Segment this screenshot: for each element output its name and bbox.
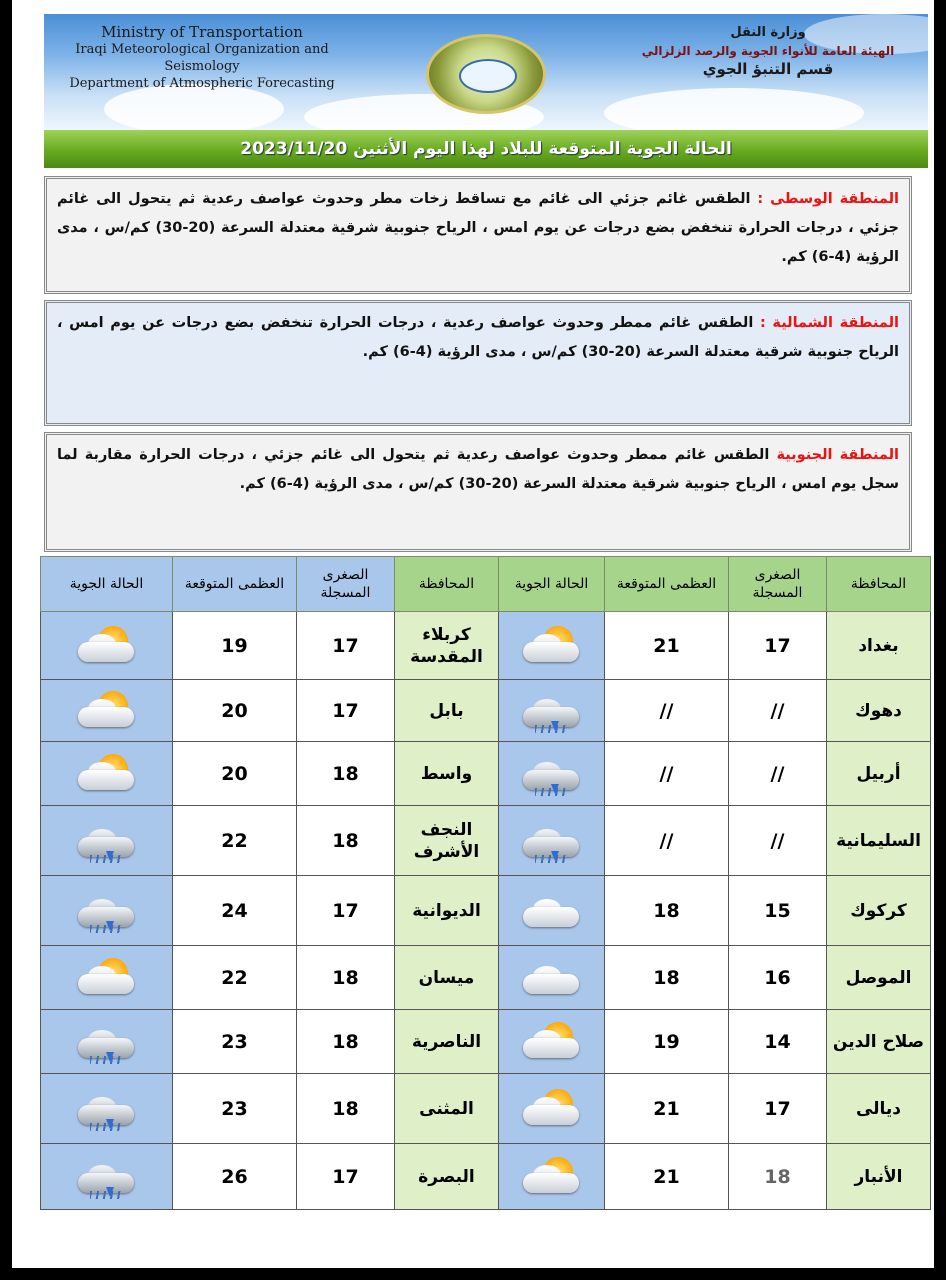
max-temp-cell: 21 bbox=[605, 1144, 729, 1210]
region-north bbox=[44, 300, 912, 426]
forecast-page bbox=[12, 0, 934, 1268]
thunderstorm-icon bbox=[72, 1155, 142, 1199]
min-temp-cell: 16 bbox=[729, 946, 827, 1010]
max-temp-cell: 21 bbox=[605, 612, 729, 680]
min-temp-cell: 17 bbox=[297, 1144, 395, 1210]
max-temp-cell: // bbox=[605, 680, 729, 742]
governorate-cell: الأنبار bbox=[827, 1144, 931, 1210]
governorate-cell: صلاح الدين bbox=[827, 1010, 931, 1074]
condition-cell bbox=[499, 1144, 605, 1210]
partly-cloudy-sun-icon bbox=[72, 624, 142, 668]
region-north-name: المنطقة الشمالية : bbox=[759, 315, 899, 331]
min-temp-cell: 18 bbox=[297, 1010, 395, 1074]
organization-name-en: Iraqi Meteorological Organization and Seismology bbox=[75, 42, 329, 74]
table-header-row bbox=[41, 557, 931, 612]
partly-cloudy-sun-icon bbox=[72, 956, 142, 1000]
min-temp-cell: 14 bbox=[729, 1010, 827, 1074]
region-south-name: المنطقة الجنوبية bbox=[776, 447, 900, 463]
header-max: العظمى المتوقعة bbox=[173, 557, 297, 612]
region-north-text: الطقس غائم ممطر وحدوث عواصف رعدية ، درجات الحرارة تنخفض بضع درجات عن يوم امس ، الرياح جنوبية شرقية معتدلة السرعة (20-30) كم/س ، مدى الرؤية (4-6) كم. bbox=[57, 315, 899, 360]
governorate-cell: ميسان bbox=[395, 946, 499, 1010]
max-temp-cell: 26 bbox=[173, 1144, 297, 1210]
condition-cell bbox=[41, 1010, 173, 1074]
min-temp-cell: 18 bbox=[297, 1074, 395, 1144]
governorate-cell: المثنى bbox=[395, 1074, 499, 1144]
condition-cell bbox=[499, 612, 605, 680]
table-row bbox=[41, 806, 931, 876]
english-header bbox=[52, 24, 352, 92]
header-governorate: المحافظة bbox=[395, 557, 499, 612]
governorate-cell: واسط bbox=[395, 742, 499, 806]
condition-cell bbox=[499, 946, 605, 1010]
forecast-title: الحالة الجوية المتوقعة للبلاد لهذا اليوم الأثنين 2023/11/20 bbox=[44, 130, 928, 168]
table-row bbox=[41, 742, 931, 806]
min-temp-cell: 17 bbox=[729, 1074, 827, 1144]
partly-cloudy-sun-icon bbox=[517, 624, 587, 668]
governorate-cell: النجف الأشرف bbox=[395, 806, 499, 876]
max-temp-cell: 19 bbox=[173, 612, 297, 680]
max-temp-cell: 19 bbox=[605, 1010, 729, 1074]
governorate-cell: الناصرية bbox=[395, 1010, 499, 1074]
condition-cell bbox=[41, 680, 173, 742]
thunderstorm-icon bbox=[517, 689, 587, 733]
min-temp-cell: 15 bbox=[729, 876, 827, 946]
forecast-table bbox=[40, 556, 931, 1210]
thunderstorm-icon bbox=[517, 752, 587, 796]
min-temp-cell: 17 bbox=[297, 612, 395, 680]
condition-cell bbox=[499, 1010, 605, 1074]
max-temp-cell: 22 bbox=[173, 806, 297, 876]
min-temp-cell: // bbox=[729, 680, 827, 742]
condition-cell bbox=[41, 876, 173, 946]
table-row bbox=[41, 612, 931, 680]
min-temp-cell: 17 bbox=[297, 876, 395, 946]
partly-cloudy-sun-icon bbox=[72, 689, 142, 733]
min-temp-cell: 18 bbox=[297, 742, 395, 806]
min-temp-cell: 18 bbox=[297, 946, 395, 1010]
max-temp-cell: 23 bbox=[173, 1010, 297, 1074]
min-temp-cell: 17 bbox=[297, 680, 395, 742]
cloudy-icon bbox=[517, 956, 587, 1000]
condition-cell bbox=[499, 876, 605, 946]
header-min: الصغرى المسجلة bbox=[729, 557, 827, 612]
condition-cell bbox=[499, 680, 605, 742]
table-row bbox=[41, 876, 931, 946]
min-temp-cell: // bbox=[729, 742, 827, 806]
ministry-name-en: Ministry of Transportation bbox=[101, 23, 303, 41]
governorate-cell: البصرة bbox=[395, 1144, 499, 1210]
organization-name-ar: الهيئة العامة للأنواء الجوية والرصد الزلزالي bbox=[641, 44, 895, 58]
condition-cell bbox=[41, 1144, 173, 1210]
condition-cell bbox=[499, 742, 605, 806]
thunderstorm-icon bbox=[517, 819, 587, 863]
condition-cell bbox=[41, 612, 173, 680]
min-temp-cell: 18 bbox=[729, 1144, 827, 1210]
region-south-text: الطقس غائم ممطر وحدوث عواصف رعدية ثم يتحول الى غائم جزئي ، درجات الحرارة مقاربة لما سجل يوم امس ، الرياح جنوبية شرقية معتدلة السرعة (20-30) كم/س ، مدى الرؤية (4-6) كم. bbox=[57, 447, 899, 492]
thunderstorm-icon bbox=[72, 889, 142, 933]
governorate-cell: أربيل bbox=[827, 742, 931, 806]
max-temp-cell: 18 bbox=[605, 946, 729, 1010]
max-temp-cell: 21 bbox=[605, 1074, 729, 1144]
partly-cloudy-sun-icon bbox=[517, 1020, 587, 1064]
arabic-header bbox=[618, 24, 918, 78]
thunderstorm-icon bbox=[72, 819, 142, 863]
condition-cell bbox=[499, 1074, 605, 1144]
region-central bbox=[44, 176, 912, 294]
organization-logo bbox=[426, 34, 546, 114]
condition-cell bbox=[41, 946, 173, 1010]
thunderstorm-icon bbox=[72, 1020, 142, 1064]
partly-cloudy-sun-icon bbox=[517, 1087, 587, 1131]
condition-cell bbox=[41, 742, 173, 806]
min-temp-cell: 18 bbox=[297, 806, 395, 876]
max-temp-cell: 20 bbox=[173, 680, 297, 742]
cloudy-icon bbox=[517, 889, 587, 933]
governorate-cell: كركوك bbox=[827, 876, 931, 946]
header-condition: الحالة الجوية bbox=[41, 557, 173, 612]
department-name-en: Department of Atmospheric Forecasting bbox=[69, 76, 335, 91]
ministry-name-ar: وزارة النقل bbox=[730, 25, 806, 40]
governorate-cell: الموصل bbox=[827, 946, 931, 1010]
max-temp-cell: 20 bbox=[173, 742, 297, 806]
header-min: الصغرى المسجلة bbox=[297, 557, 395, 612]
condition-cell bbox=[499, 806, 605, 876]
condition-cell bbox=[41, 1074, 173, 1144]
max-temp-cell: 23 bbox=[173, 1074, 297, 1144]
governorate-cell: بغداد bbox=[827, 612, 931, 680]
region-south bbox=[44, 432, 912, 552]
table-row bbox=[41, 680, 931, 742]
header-governorate: المحافظة bbox=[827, 557, 931, 612]
min-temp-cell: // bbox=[729, 806, 827, 876]
region-central-name: المنطقة الوسطى : bbox=[757, 191, 899, 207]
thunderstorm-icon bbox=[72, 1087, 142, 1131]
partly-cloudy-sun-icon bbox=[517, 1155, 587, 1199]
governorate-cell: دهوك bbox=[827, 680, 931, 742]
governorate-cell: السليمانية bbox=[827, 806, 931, 876]
max-temp-cell: // bbox=[605, 806, 729, 876]
table-row bbox=[41, 1010, 931, 1074]
max-temp-cell: 22 bbox=[173, 946, 297, 1010]
max-temp-cell: 18 bbox=[605, 876, 729, 946]
max-temp-cell: // bbox=[605, 742, 729, 806]
min-temp-cell: 17 bbox=[729, 612, 827, 680]
table-row bbox=[41, 1144, 931, 1210]
governorate-cell: الديوانية bbox=[395, 876, 499, 946]
condition-cell bbox=[41, 806, 173, 876]
region-central-text: الطقس غائم جزئي الى غائم مع تساقط زخات مطر وحدوث عواصف رعدية ثم يتحول الى غائم جزئي ، درجات الحرارة تنخفض بضع درجات عن يوم امس ، الرياح جنوبية شرقية معتدلة السرعة (20-30) كم/س ، مدى الرؤية (4-6) كم. bbox=[57, 191, 899, 265]
header-banner bbox=[44, 14, 928, 130]
partly-cloudy-sun-icon bbox=[72, 752, 142, 796]
header-max: العظمى المتوقعة bbox=[605, 557, 729, 612]
header-condition: الحالة الجوية bbox=[499, 557, 605, 612]
department-name-ar: قسم التنبؤ الجوي bbox=[702, 60, 834, 78]
table-row bbox=[41, 1074, 931, 1144]
table-row bbox=[41, 946, 931, 1010]
max-temp-cell: 24 bbox=[173, 876, 297, 946]
governorate-cell: كربلاء المقدسة bbox=[395, 612, 499, 680]
governorate-cell: ديالى bbox=[827, 1074, 931, 1144]
governorate-cell: بابل bbox=[395, 680, 499, 742]
